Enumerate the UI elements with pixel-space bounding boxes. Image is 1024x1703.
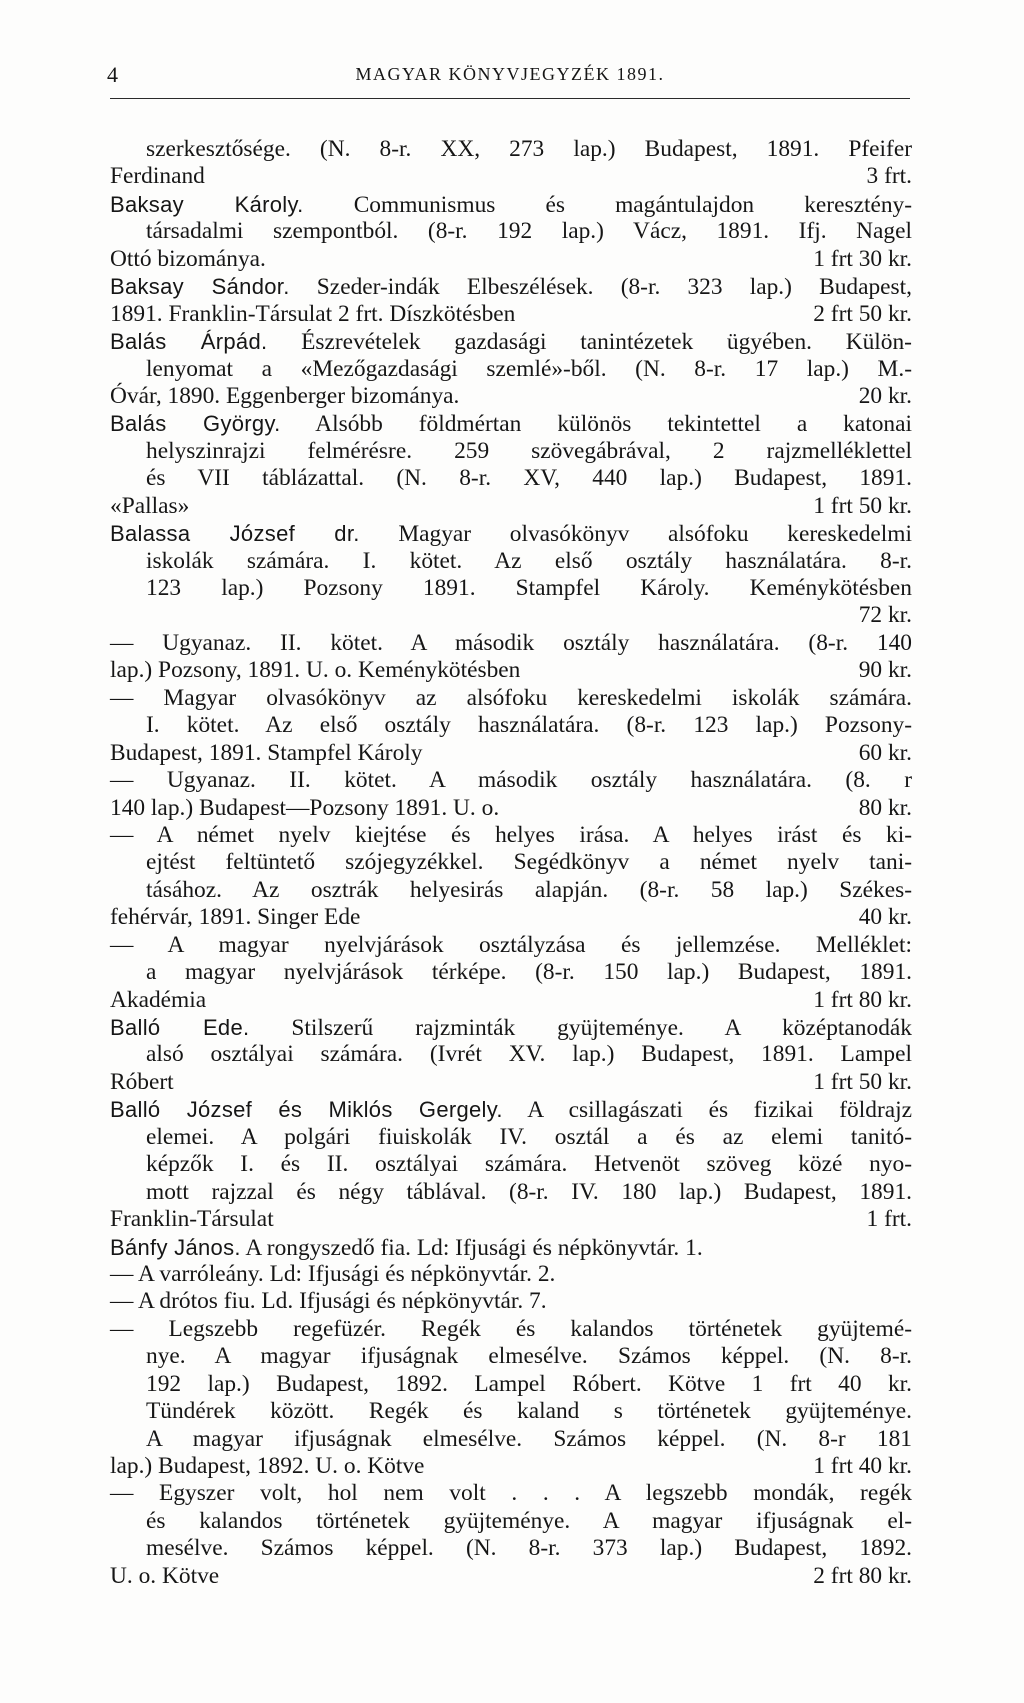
catalog-line xyxy=(110,383,912,410)
line-text: mott rajzzal és négy táblával. (8-r. IV. 180 lap.) Budapest, 1891. xyxy=(146,1178,912,1205)
line-text: — A varróleány. Ld: Ifjusági és népkönyvtár. 2. xyxy=(110,1260,556,1287)
price-text: 1 frt 50 kr. xyxy=(813,492,912,519)
catalog-line xyxy=(110,795,912,822)
line-text: — Legszebb regefüzér. Regék és kalandos történetek gyüjtemé- xyxy=(110,1315,912,1342)
price-text: 60 kr. xyxy=(858,739,912,766)
price-text: 1 frt 50 kr. xyxy=(813,1068,912,1095)
catalog-line xyxy=(110,822,912,849)
line-text: A rongyszedő fia. Ld: Ifjusági és népkönyvtár. 1. xyxy=(245,1234,703,1261)
author-name: Balló József és Miklós Gergely. xyxy=(110,1097,503,1123)
author-name: Balás Árpád. xyxy=(110,329,268,355)
price-text: 1 frt 80 kr. xyxy=(813,986,912,1013)
catalog-line xyxy=(110,465,912,492)
line-text: Akadémia xyxy=(110,986,207,1013)
running-header xyxy=(105,62,915,96)
catalog-line xyxy=(110,301,912,328)
catalog-line xyxy=(110,1563,912,1590)
line-text: lap.) Pozsony, 1891. U. o. Keménykötésben xyxy=(110,657,521,684)
catalog-line xyxy=(110,849,912,876)
catalog-line xyxy=(110,1426,912,1453)
line-text: 1891. Franklin-Társulat 2 frt. Díszkötésben xyxy=(110,300,516,327)
price-text: 2 frt 50 kr. xyxy=(813,300,912,327)
line-text: I. kötet. Az első osztály használatára. (8-r. 123 lap.) Pozsony- xyxy=(146,712,912,739)
line-text: Tündérek között. Regék és kaland s történetek gyüjteménye. xyxy=(146,1398,912,1425)
catalog-line xyxy=(110,1179,912,1206)
price-text: 90 kr. xyxy=(858,657,912,684)
catalog-entries xyxy=(110,136,912,1590)
line-text: a magyar nyelvjárások térképe. (8-r. 150 lap.) Budapest, 1891. xyxy=(146,959,912,986)
line-text: lenyomat a «Mezőgazdasági szemlé»-ből. (N. 8-r. 17 lap.) M.- xyxy=(146,355,912,382)
line-text: — A magyar nyelvjárások osztályzása és jellemzése. Melléklet: xyxy=(110,931,912,958)
catalog-line xyxy=(110,630,912,657)
line-text: U. o. Kötve xyxy=(110,1562,220,1589)
catalog-line xyxy=(110,273,912,300)
line-text: — Magyar olvasókönyv az alsófoku kereskedelmi iskolák számára. xyxy=(110,684,912,711)
catalog-line xyxy=(110,1234,912,1261)
line-text: «Pallas» xyxy=(110,492,190,519)
line-text: — Ugyanaz. II. kötet. A második osztály használatára. (8-r. 140 xyxy=(110,629,912,656)
header-rule xyxy=(110,98,910,99)
catalog-line xyxy=(110,1343,912,1370)
line-text: A magyar ifjuságnak elmesélve. Számos képpel. (N. 8-r 181 xyxy=(146,1425,912,1452)
catalog-line xyxy=(110,1508,912,1535)
line-text: Ottó bizománya. xyxy=(110,245,266,272)
catalog-line xyxy=(110,1206,912,1233)
catalog-line xyxy=(110,932,912,959)
line-text: Budapest, 1891. Stampfel Károly xyxy=(110,739,423,766)
price-text: 3 frt. xyxy=(866,163,912,190)
line-text: iskolák számára. I. kötet. Az első osztály használatára. 8-r. xyxy=(146,547,912,574)
line-text: szerkesztősége. (N. 8-r. XX, 273 lap.) Budapest, 1891. Pfeifer xyxy=(146,136,912,162)
line-text: 140 lap.) Budapest—Pozsony 1891. U. o. xyxy=(110,794,500,821)
line-text: és kalandos történetek gyüjteménye. A magyar ifjuságnak el- xyxy=(146,1507,912,1534)
catalog-line xyxy=(110,1151,912,1178)
line-text: nye. A magyar ifjuságnak elmesélve. Számos képpel. (N. 8-r. xyxy=(146,1343,912,1370)
catalog-line xyxy=(110,438,912,465)
line-text: — Ugyanaz. II. kötet. A második osztály használatára. (8. r xyxy=(110,767,912,794)
line-text: Róbert xyxy=(110,1068,174,1095)
line-text: lap.) Budapest, 1892. U. o. Kötve xyxy=(110,1453,425,1479)
catalog-line xyxy=(110,520,912,547)
catalog-line xyxy=(110,1371,912,1398)
line-text: A csillagászati és fizikai földrajz xyxy=(527,1097,912,1124)
catalog-line xyxy=(110,163,912,190)
price-text: 1 frt 40 kr. xyxy=(813,1453,912,1479)
line-text: Szeder-indák Elbeszélések. (8-r. 323 lap.) Budapest, xyxy=(316,274,913,301)
line-text: alsó osztályai számára. (Ivrét XV. lap.) Budapest, 1891. Lampel xyxy=(146,1041,912,1068)
catalog-line xyxy=(110,218,912,245)
line-text: 192 lap.) Budapest, 1892. Lampel Róbert. Kötve 1 frt 40 kr. xyxy=(146,1370,912,1397)
catalog-line xyxy=(110,328,912,355)
author-name: Balassa József dr. xyxy=(110,521,360,547)
line-text: és VII táblázattal. (N. 8-r. XV, 440 lap.) Budapest, 1891. xyxy=(146,465,912,492)
catalog-line xyxy=(110,1014,912,1041)
author-name: Bánfy János. xyxy=(110,1234,241,1260)
catalog-line xyxy=(110,548,912,575)
catalog-line xyxy=(110,987,912,1014)
page-number: 4 xyxy=(107,62,118,87)
running-title: MAGYAR KÖNYVJEGYZÉK 1891. xyxy=(355,64,665,84)
line-text: helyszinrajzi felmérésre. 259 szövegábrával, 2 rajzmelléklettel xyxy=(146,437,912,464)
author-name: Balló Ede. xyxy=(110,1015,250,1040)
catalog-line xyxy=(110,1261,912,1288)
catalog-line xyxy=(110,740,912,767)
catalog-line xyxy=(110,136,912,163)
line-text: elemei. A polgári fiuiskolák IV. osztál a és az elemi tanitó- xyxy=(146,1123,912,1150)
catalog-line xyxy=(110,1398,912,1425)
catalog-line xyxy=(110,877,912,904)
line-text: Stilszerű rajzminták gyüjteménye. A középtanodák xyxy=(291,1015,912,1041)
price-text: 40 kr. xyxy=(858,904,912,931)
line-text: — Egyszer volt, hol nem volt . . . A legszebb mondák, regék xyxy=(110,1480,912,1507)
catalog-line xyxy=(110,191,912,218)
line-text: — A drótos fiu. Ld. Ifjusági és népkönyvtár. 7. xyxy=(110,1288,547,1315)
line-text: fehérvár, 1891. Singer Ede xyxy=(110,904,361,931)
catalog-line xyxy=(110,1288,912,1315)
catalog-line xyxy=(110,904,912,931)
catalog-line xyxy=(110,685,912,712)
catalog-line xyxy=(110,246,912,273)
line-text: tásához. Az osztrák helyesirás alapján. (8-r. 58 lap.) Székes- xyxy=(146,876,912,903)
catalog-line xyxy=(110,712,912,739)
price-text: 2 frt 80 kr. xyxy=(813,1562,912,1589)
line-text: 123 lap.) Pozsony 1891. Stampfel Károly. Keménykötésben xyxy=(146,575,912,601)
line-text: Óvár, 1890. Eggenberger bizománya. xyxy=(110,382,460,409)
line-text: társadalmi szempontból. (8-r. 192 lap.) Vácz, 1891. Ifj. Nagel xyxy=(146,218,912,245)
line-text: Communismus és magántulajdon keresztény- xyxy=(353,191,913,218)
price-text: 1 frt 30 kr. xyxy=(813,245,912,272)
catalog-line xyxy=(110,1316,912,1343)
line-text: mesélve. Számos képpel. (N. 8-r. 373 lap.) Budapest, 1892. xyxy=(146,1535,912,1562)
line-text: Ferdinand xyxy=(110,163,205,190)
catalog-line xyxy=(110,602,912,629)
line-text: — A német nyelv kiejtése és helyes irása. A helyes irást és ki- xyxy=(110,821,912,848)
catalog-line xyxy=(110,657,912,684)
catalog-line xyxy=(110,1096,912,1123)
price-text: 80 kr. xyxy=(858,794,912,821)
catalog-line xyxy=(110,1041,912,1068)
line-text: 72 kr. xyxy=(858,602,912,629)
catalog-line xyxy=(110,1453,912,1480)
catalog-line xyxy=(110,575,912,602)
catalog-line xyxy=(110,1535,912,1562)
catalog-line xyxy=(110,1480,912,1507)
line-text: ejtést feltüntető szójegyzékkel. Segédkönyv a német nyelv tani- xyxy=(146,849,912,876)
catalog-line xyxy=(110,356,912,383)
price-text: 1 frt. xyxy=(866,1206,912,1233)
line-text: Észrevételek gazdasági tanintézetek ügyében. Külön- xyxy=(301,329,912,356)
line-text: képzők I. és II. osztályai számára. Hetvenöt szöveg közé nyo- xyxy=(146,1151,912,1178)
catalog-line xyxy=(110,1069,912,1096)
catalog-line xyxy=(110,767,912,794)
catalog-line xyxy=(110,410,912,437)
catalog-line xyxy=(110,1124,912,1151)
author-name: Baksay Sándor. xyxy=(110,274,290,300)
author-name: Baksay Károly. xyxy=(110,191,304,217)
line-text: Franklin-Társulat xyxy=(110,1206,274,1233)
catalog-line xyxy=(110,959,912,986)
line-text: Magyar olvasókönyv alsófoku kereskedelmi xyxy=(398,521,912,548)
author-name: Balás György. xyxy=(110,411,281,437)
line-text: Alsóbb földmértan különös tekintettel a katonai xyxy=(315,411,913,438)
price-text: 20 kr. xyxy=(858,382,912,409)
catalog-line xyxy=(110,493,912,520)
